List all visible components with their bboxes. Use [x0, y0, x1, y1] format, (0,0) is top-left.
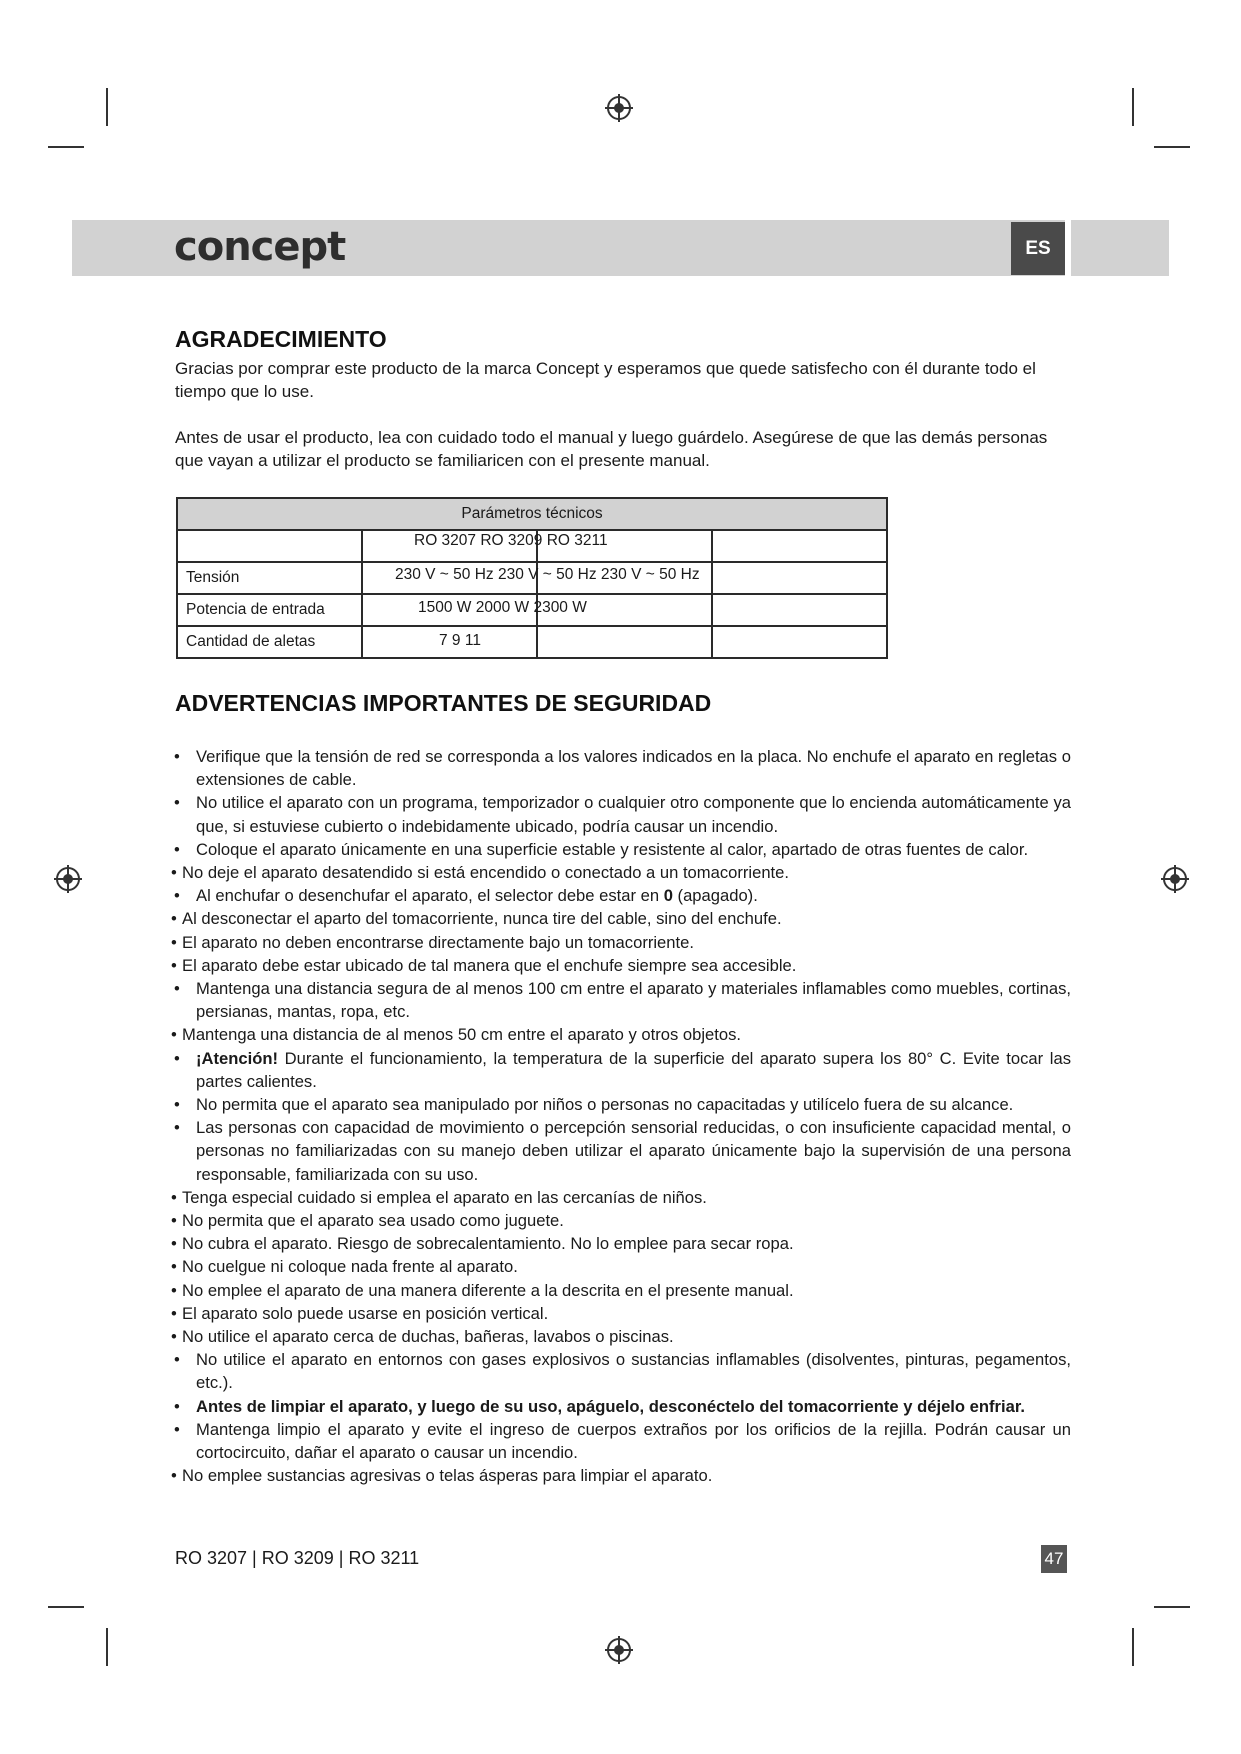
instructions-paragraph: Antes de usar el producto, lea con cuidado todo el manual y luego guárdelo. Asegúrese de que las demás personas que vayan a utilizar el producto se familiaricen con el presente manual.: [175, 428, 1048, 470]
table-title: Parámetros técnicos: [177, 498, 887, 530]
table-cell: [537, 626, 712, 658]
table-cell: [712, 626, 887, 658]
crop-mark: [1154, 146, 1190, 148]
list-item: • Mantenga una distancia segura de al menos 100 cm entre el aparato y materiales inflamables como muebles, cortinas, persianas, mantas, ropa, etc.: [171, 977, 1071, 1023]
safety-heading: ADVERTENCIAS IMPORTANTES DE SEGURIDAD: [175, 690, 712, 716]
registration-mark-icon: [605, 1636, 633, 1664]
thanks-paragraph: Gracias por comprar este producto de la marca Concept y esperamos que quede satisfecho con él durante todo el tiempo que lo use.: [175, 359, 1036, 401]
list-item: • Mantenga una distancia de al menos 50 cm entre el aparato y otros objetos.: [171, 1023, 1071, 1046]
list-item: • El aparato solo puede usarse en posición vertical.: [171, 1302, 1071, 1325]
list-item: • El aparato no deben encontrarse directamente bajo un tomacorriente.: [171, 931, 1071, 954]
list-item: • Verifique que la tensión de red se corresponda a los valores indicados en la placa. No enchufe el aparato en regletas o extensiones de cable.: [171, 745, 1071, 791]
crop-mark: [1132, 1628, 1134, 1666]
table-cell: [712, 530, 887, 562]
table-cell: [712, 594, 887, 626]
list-item: • Mantenga limpio el aparato y evite el ingreso de cuerpos extraños por los orificios de la rejilla. Podrán causar un cortocircuito, dañar el aparato o causar un incendio.: [171, 1418, 1071, 1464]
models-row-values: RO 3207 RO 3209 RO 3211: [414, 532, 608, 549]
thanks-heading: AGRADECIMIENTO: [175, 326, 387, 352]
list-item: • Al desconectar el aparto del tomacorriente, nunca tire del cable, sino del enchufe.: [171, 907, 1071, 930]
registration-mark-icon: [54, 865, 82, 893]
list-item: • El aparato debe estar ubicado de tal manera que el enchufe siempre sea accesible.: [171, 954, 1071, 977]
list-item: • No utilice el aparato cerca de duchas, bañeras, lavabos o piscinas.: [171, 1325, 1071, 1348]
list-item: • No deje el aparato desatendido si está encendido o conectado a un tomacorriente.: [171, 861, 1071, 884]
list-item: • No emplee el aparato de una manera diferente a la descrita en el presente manual.: [171, 1279, 1071, 1302]
list-item: • No utilice el aparato en entornos con gases explosivos o sustancias inflamables (disolventes, pinturas, pegamentos, etc.).: [171, 1348, 1071, 1394]
list-item: • Tenga especial cuidado si emplea el aparato en las cercanías de niños.: [171, 1186, 1071, 1209]
header-divider: [1065, 220, 1071, 276]
list-item: • Antes de limpiar el aparato, y luego de su uso, apáguelo, desconéctelo del tomacorriente y déjelo enfriar.: [171, 1395, 1071, 1418]
row-label-power: Potencia de entrada: [177, 594, 362, 626]
crop-mark: [106, 1628, 108, 1666]
crop-mark: [1132, 88, 1134, 126]
footer-models: RO 3207 | RO 3209 | RO 3211: [175, 1548, 420, 1568]
row-label-fins: Cantidad de aletas: [177, 626, 362, 658]
safety-list: [171, 745, 1071, 1488]
crop-mark: [106, 88, 108, 126]
list-item: • No cuelgue ni coloque nada frente al aparato.: [171, 1255, 1071, 1278]
list-item: • No utilice el aparato con un programa, temporizador o cualquier otro componente que lo encienda automáticamente ya que, si estuviese cubierto o indebidamente ubicado, podría causar un incendio.: [171, 791, 1071, 837]
list-item: • Las personas con capacidad de movimiento o percepción sensorial reducidas, o con insuficiente capacidad mental, o personas no familiarizadas con su manejo deben utilizar el aparato únicamente bajo la supervisión de una persona responsable, familiarizada con su uso.: [171, 1116, 1071, 1186]
fins-row-values: 7 9 11: [439, 632, 481, 649]
page-number: 47: [1041, 1545, 1067, 1573]
list-item: • No permita que el aparato sea usado como juguete.: [171, 1209, 1071, 1232]
crop-mark: [1154, 1606, 1190, 1608]
list-item: • No emplee sustancias agresivas o telas ásperas para limpiar el aparato.: [171, 1464, 1071, 1487]
registration-mark-icon: [1161, 865, 1189, 893]
voltage-row-values: 230 V ~ 50 Hz 230 V ~ 50 Hz 230 V ~ 50 Hz: [395, 566, 700, 583]
list-item: • ¡Atención! Durante el funcionamiento, la temperatura de la superficie del aparato supera los 80° C. Evite tocar las partes calientes.: [171, 1047, 1071, 1093]
list-item: • Coloque el aparato únicamente en una superficie estable y resistente al calor, apartado de otras fuentes de calor.: [171, 838, 1071, 861]
table-cell: [712, 562, 887, 594]
crop-mark: [48, 146, 84, 148]
list-item: • Al enchufar o desenchufar el aparato, el selector debe estar en 0 (apagado).: [171, 884, 1071, 907]
power-row-values: 1500 W 2000 W 2300 W: [418, 599, 587, 616]
row-label-voltage: Tensión: [177, 562, 362, 594]
list-item: • No permita que el aparato sea manipulado por niños o personas no capacitadas y utilícelo fuera de su alcance.: [171, 1093, 1071, 1116]
table-cell: [177, 530, 362, 562]
list-item: • No cubra el aparato. Riesgo de sobrecalentamiento. No lo emplee para secar ropa.: [171, 1232, 1071, 1255]
registration-mark-icon: [605, 94, 633, 122]
brand-logo: concept: [174, 224, 346, 270]
language-badge: ES: [1011, 222, 1065, 275]
crop-mark: [48, 1606, 84, 1608]
